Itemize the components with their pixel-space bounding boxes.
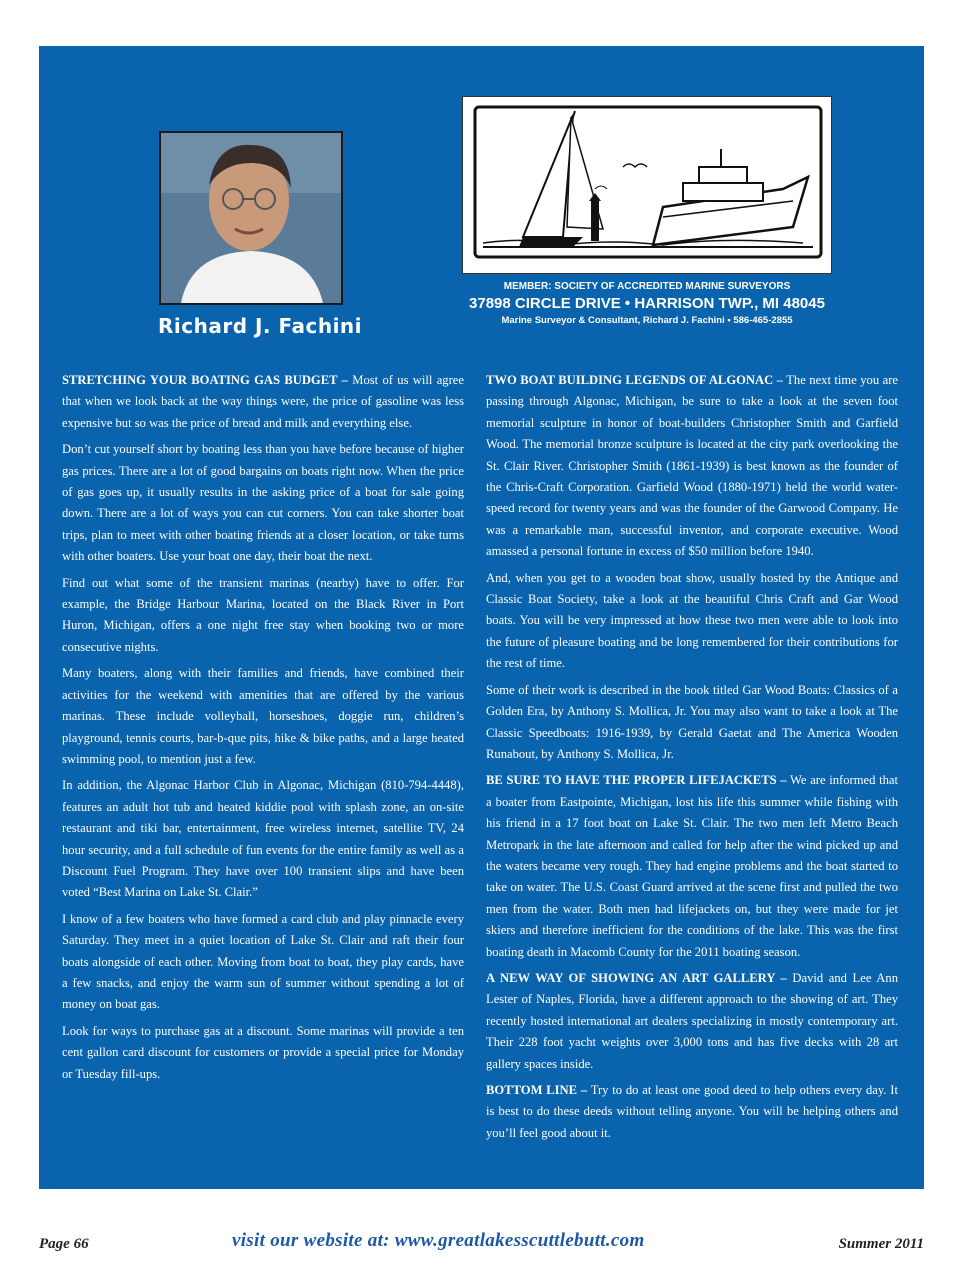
paragraph: [486, 680, 898, 766]
author-name: Richard J. Fachini: [158, 314, 363, 338]
right-column: [486, 370, 898, 1149]
paragraph-text: I know of a few boaters who have formed a card club and play pinnacle every Saturday. They meet in a quiet location of Lake St. Clair and raft their four boats alongside of each other. Moving from boat to boat, they play cards, have a few snacks, and enjoy the warm sun of summer without spending a lot of money on boat gas.: [62, 911, 464, 1012]
left-column: [62, 370, 464, 1090]
paragraph: [62, 370, 464, 434]
paragraph: [486, 770, 898, 963]
section-heading: TWO BOAT BUILDING LEGENDS OF ALGONAC –: [486, 373, 783, 387]
paragraph-text: Some of their work is described in the book titled Gar Wood Boats: Classics of a Golden Era, by Anthony S. Mollica, Jr. You may also want to take a look at The Classic Speedboats: 1916-1939, by Gerald Gaetat and The America Wooden Runabout, by Anthony S. Mollica, Jr.: [486, 682, 898, 761]
paragraph: [486, 1080, 898, 1144]
membership-line: MEMBER: SOCIETY OF ACCREDITED MARINE SURVEYORS: [503, 281, 791, 292]
paragraph: [486, 370, 898, 563]
company-logo: [462, 96, 832, 274]
paragraph-text: Try to do at least one good deed to help others every day. It is best to do these deeds without telling anyone. You will be helping others and you’ll feel good about it.: [486, 1083, 898, 1140]
boats-logo-image: [463, 97, 831, 273]
paragraph-text: Look for ways to purchase gas at a discount. Some marinas will provide a ten cent gallon card discount for customers or provide a special price for Monday or Tuesday fill-ups.: [62, 1023, 464, 1081]
address-line: 37898 CIRCLE DRIVE • HARRISON TWP., MI 48045: [469, 295, 825, 312]
paragraph: [62, 775, 464, 903]
paragraph: [62, 573, 464, 659]
website-link[interactable]: visit our website at: www.greatlakesscuttlebutt.com: [232, 1230, 645, 1251]
section-heading: BOTTOM LINE –: [486, 1083, 588, 1097]
paragraph: [62, 439, 464, 567]
paragraph-text: In addition, the Algonac Harbor Club in Algonac, Michigan (810-794-4448), features an adult hot tub and heated kiddie pool with splash zone, an on-site restaurant and tiki bar, entertainment, free wireless internet, satellite TV, 24 hour security, and a full schedule of fun events for the entire family as well as a Discount Fuel Program. They have over 100 transient slips and have been voted “Best Marina on Lake St. Clair.”: [62, 778, 464, 900]
paragraph: [486, 568, 898, 675]
paragraph-text: Find out what some of the transient marinas (nearby) have to offer. For example, the Bridge Harbour Marina, located on the Black River in Port Huron, Michigan, offers a one night free stay when booking two or more consecutive nights.: [62, 575, 464, 654]
page-number: Page 66: [39, 1236, 89, 1252]
paragraph: [62, 1021, 464, 1085]
paragraph: [62, 909, 464, 1016]
paragraph: [486, 968, 898, 1075]
paragraph-text: Don’t cut yourself short by boating less than you have before because of higher gas prices. There are a lot of good bargains on boats right now. When the price of gas goes up, it usually results in the asking price of a boat for sale going down. There are a lot of ways you can cut corners. You can take shorter boat trips, plan to meet with other boating friends at a closer location, or take turns with other boaters. Use your boat one day, their boat the next.: [62, 442, 464, 564]
paragraph: [62, 663, 464, 770]
paragraph-text: We are informed that a boater from Eastpointe, Michigan, lost his life this summer while fishing with his friend in a 17 foot boat on Lake St. Clair. The two men left Metro Beach Metropark in the late afternoon and called for help after the wind picked up and the waters became very rough. They had engine problems and the boat started to take on water. The U.S. Coast Guard arrived at the scene first and pulled the two men from the water. Both men had lifejackets on, but they were made for jet skiers and therefore inefficient for the conditions of the lake. This was the first boating death in Macomb County for the 2011 boating season.: [486, 773, 898, 959]
contact-line: Marine Surveyor & Consultant, Richard J. Fachini • 586-465-2855: [501, 315, 793, 326]
section-heading: A NEW WAY OF SHOWING AN ART GALLERY –: [486, 970, 787, 985]
section-heading: STRETCHING YOUR BOATING GAS BUDGET –: [62, 373, 348, 387]
paragraph-text: And, when you get to a wooden boat show, usually hosted by the Antique and Classic Boat Society, take a look at the beautiful Chris Craft and Gar Wood boats. You will be very impressed at how these two men were able to look into the future of pleasure boating and be long remembered for their contributions for the rest of time.: [486, 570, 898, 671]
paragraph-text: David and Lee Ann Lester of Naples, Florida, have a different approach to the showing of art. They recently hosted international art dealers specializing in mostly contemporary art. Their 228 foot yacht weights over 3,000 tons and has five decks with 28 art gallery spaces inside.: [486, 970, 898, 1071]
paragraph-text: Most of us will agree that when we look back at the way things were, the price of gasoline was less expensive but so was the price of bread and milk and everything else.: [62, 373, 464, 430]
paragraph-text: The next time you are passing through Algonac, Michigan, be sure to take a look at the seven foot memorial sculpture in honor of boat-builders Christopher Smith and Garfield Wood. The memorial bronze sculpture is located at the city park overlooking the St. Clair River. Christopher Smith (1861-1939) is best known as the founder of the Chris-Craft Corporation. Garfield Wood (1880-1971) held the world water-speed record for twenty years and was the founder of the Garwood Company. He was a remarkable man, successful inventor, and corporate executive. Wood amassed a personal fortune in excess of $50 million before 1940.: [486, 373, 898, 559]
paragraph-text: Many boaters, along with their families and friends, have combined their activities for the weekend with amenities that are offered by the various marinas. These include volleyball, horseshoes, doggie run, children’s playground, tennis courts, bar-b-que pits, hike & bike paths, and a large heated swimming pool, to mention just a few.: [62, 666, 464, 766]
author-portrait-image: [161, 133, 341, 303]
issue-label: Summer 2011: [838, 1236, 924, 1252]
section-heading: BE SURE TO HAVE THE PROPER LIFEJACKETS –: [486, 773, 787, 788]
author-photo: [159, 131, 343, 305]
